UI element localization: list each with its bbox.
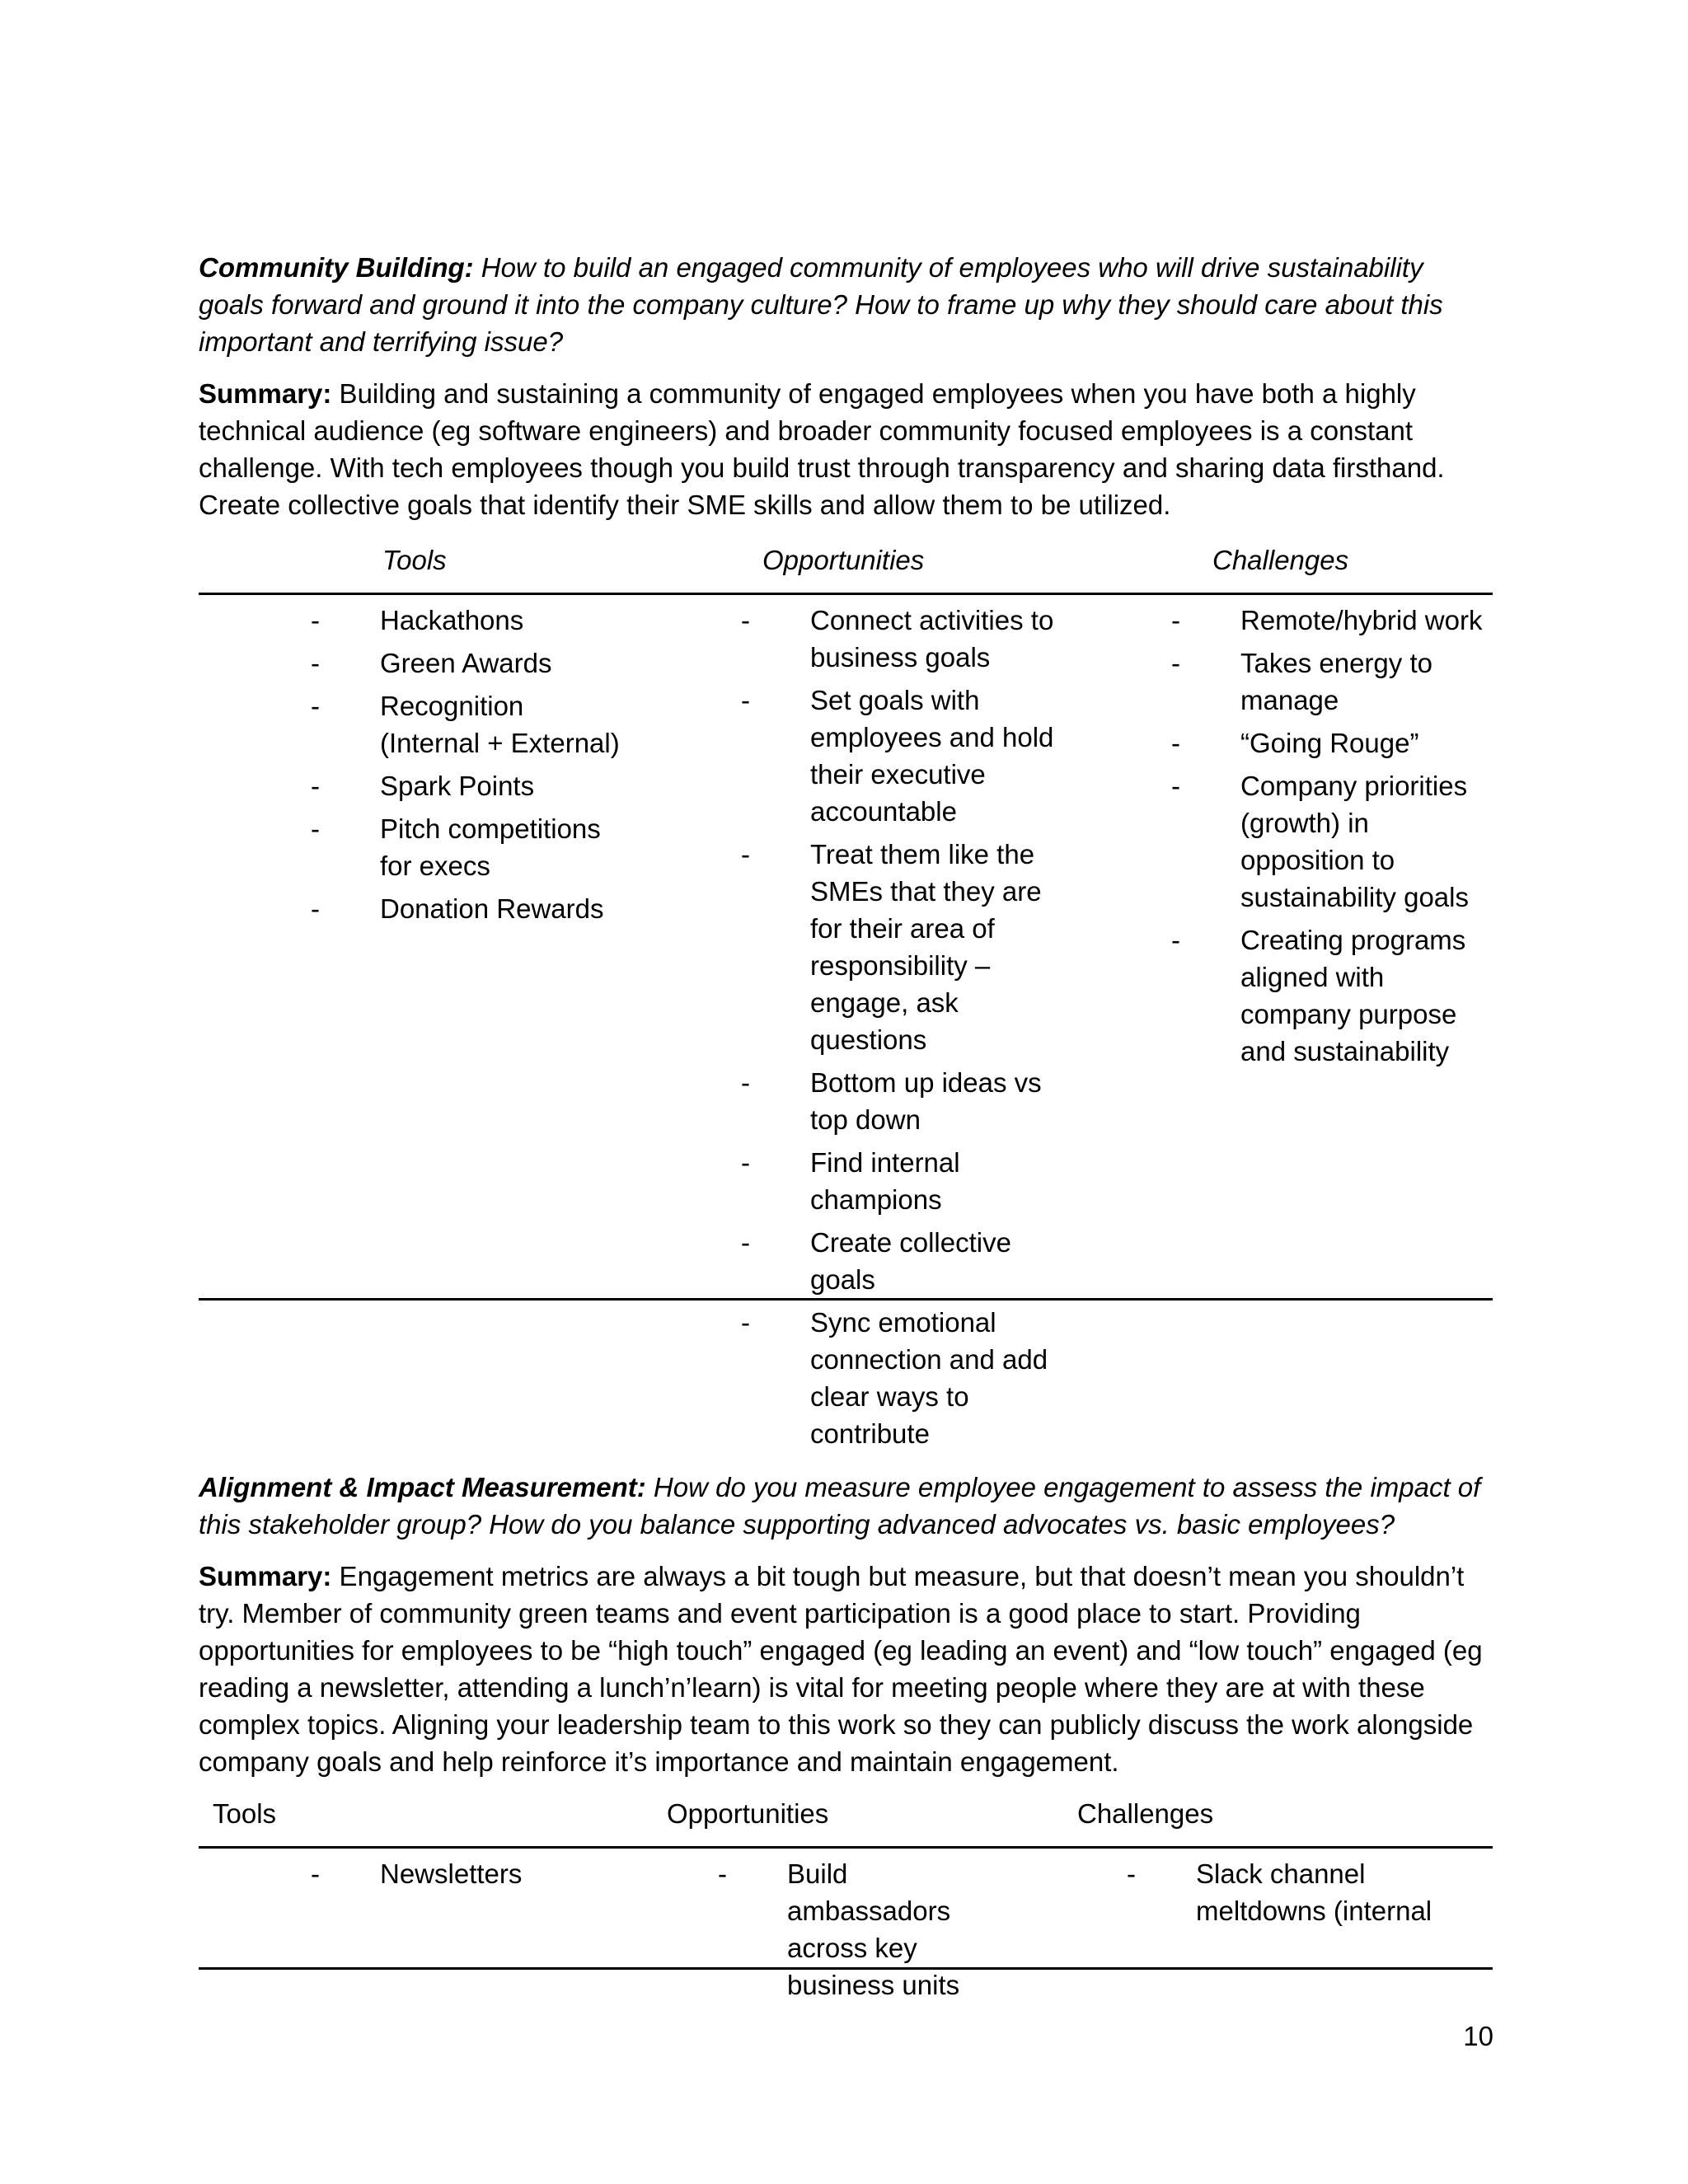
summary-label: Summary: [199, 378, 332, 409]
section-summary [199, 375, 1493, 523]
list-item [1171, 767, 1484, 916]
section-heading [199, 249, 1493, 360]
list-item [1171, 602, 1484, 639]
list-bullet: - [1171, 648, 1180, 678]
table-body [199, 595, 1493, 1449]
list-bullet: - [311, 813, 320, 844]
column-header-tools: Tools [213, 1798, 277, 1829]
list-bullet: - [741, 685, 750, 715]
list-item [311, 602, 624, 639]
list-item-text: Newsletters [380, 1858, 523, 1889]
list-item [311, 687, 624, 762]
table-body [199, 1849, 1493, 2000]
list-item [311, 644, 624, 682]
list-item-text: Hackathons [380, 605, 524, 635]
column-header-challenges: Challenges [1077, 1798, 1214, 1829]
alignment-impact-table [199, 1793, 1493, 2000]
challenges-list [1127, 1855, 1456, 1935]
opportunities-list [741, 602, 1054, 1458]
list-bullet: - [1171, 728, 1180, 758]
list-item-text: “Going Rouge” [1240, 728, 1419, 758]
list-bullet: - [741, 1307, 750, 1338]
list-item-text: Remote/hybrid work [1240, 605, 1483, 635]
list-bullet: - [741, 1067, 750, 1098]
section-heading [199, 1469, 1493, 1543]
list-item-text: Sync emotional connection and add clear ways to contribute [810, 1307, 1048, 1449]
list-item-text: Donation Rewards [380, 893, 604, 924]
list-bullet: - [311, 691, 320, 721]
list-item [1171, 724, 1484, 762]
list-bullet: - [1171, 605, 1180, 635]
summary-text: Engagement metrics are always a bit tough but measure, but that doesn’t mean you shouldn’t try. Member of community green teams and event participation is a good place to start. Providing opportunities for employees to be “high touch” engaged (eg leading an event) and “low touch” engaged (eg reading a newsletter, attending a lunch’n’learn) is vital for meeting people where they are at with these complex topics. Aligning your leadership team to this work so they can publicly discuss the work alongside company goals and help reinforce it’s importance and maintain engagement. [199, 1561, 1483, 1777]
list-bullet: - [1127, 1858, 1136, 1889]
column-header-challenges: Challenges [1212, 545, 1349, 575]
list-item-text: Find internal champions [810, 1147, 960, 1215]
tools-list [311, 1855, 624, 1898]
list-bullet: - [1171, 771, 1180, 801]
list-item [741, 1304, 1054, 1452]
list-item-text: Creating programs aligned with company purpose and sustainability [1240, 925, 1466, 1066]
section-community-building [199, 249, 1493, 523]
community-building-table [199, 540, 1493, 1449]
list-item-text: Build ambassadors across key business units [787, 1858, 960, 2000]
list-item [741, 602, 1054, 676]
list-item [741, 1144, 1054, 1218]
heading-label: Community Building: [199, 252, 474, 283]
list-item-text: Takes energy to manage [1240, 648, 1432, 715]
column-header-opportunities: Opportunities [762, 545, 925, 575]
list-bullet: - [311, 648, 320, 678]
list-item-text: Company priorities (growth) in opposition to sustainability goals [1240, 771, 1469, 912]
list-item-text: Bottom up ideas vs top down [810, 1067, 1042, 1135]
summary-label: Summary: [199, 1561, 332, 1591]
list-bullet: - [741, 839, 750, 869]
list-bullet: - [1171, 925, 1180, 955]
list-item-text: Connect activities to business goals [810, 605, 1054, 673]
list-bullet: - [741, 605, 750, 635]
heading-question: How do you measure employee engagement to assess the impact of this stakeholder group? How do you balance supporting advanced advocates vs. basic employees? [199, 1472, 1481, 1540]
heading-question: How to build an engaged community of employees who will drive sustainability goals forward and ground it into the company culture? How to frame up why they should care about this important and terrifying issue? [199, 252, 1443, 357]
list-item [311, 1855, 624, 1892]
tools-list [311, 602, 624, 933]
list-item [741, 1224, 1054, 1298]
column-header-opportunities: Opportunities [667, 1798, 829, 1829]
list-bullet: - [311, 1858, 320, 1889]
list-item-text: Treat them like the SMEs that they are for their area of responsibility – engage, ask questions [810, 839, 1042, 1055]
list-bullet: - [718, 1858, 727, 1889]
challenges-list [1171, 602, 1484, 1076]
list-item-text: Slack channel meltdowns (internal [1196, 1858, 1432, 1926]
list-item-text: Set goals with employees and hold their executive accountable [810, 685, 1054, 827]
section-summary [199, 1558, 1493, 1780]
list-item [718, 1855, 998, 2004]
list-item [311, 890, 624, 927]
list-bullet: - [741, 1227, 750, 1258]
list-item [741, 1064, 1054, 1138]
list-bullet: - [311, 605, 320, 635]
list-item [1127, 1855, 1456, 1929]
list-item [741, 836, 1054, 1058]
list-item [311, 767, 624, 804]
list-item [311, 810, 624, 884]
table-header [199, 1793, 1493, 1849]
list-bullet: - [311, 893, 320, 924]
page-number: 10 [1463, 2021, 1493, 2051]
column-header-tools: Tools [382, 545, 447, 575]
list-bullet: - [311, 771, 320, 801]
list-item [1171, 921, 1484, 1070]
section-alignment-impact [199, 1469, 1493, 1780]
table-header [199, 540, 1493, 595]
heading-label: Alignment & Impact Measurement: [199, 1472, 646, 1502]
list-item [741, 682, 1054, 830]
opportunities-list [718, 1855, 998, 2009]
list-item-text: Recognition (Internal + External) [380, 691, 620, 758]
list-item [1171, 644, 1484, 719]
list-bullet: - [741, 1147, 750, 1178]
summary-text: Building and sustaining a community of engaged employees when you have both a highly technical audience (eg software engineers) and broader community focused employees is a constant challenge. With tech employees though you build trust through transparency and sharing data firsthand. Create collective goals that identify their SME skills and allow them to be utilized. [199, 378, 1445, 520]
list-item-text: Spark Points [380, 771, 535, 801]
list-item-text: Green Awards [380, 648, 552, 678]
list-item-text: Pitch competitions for execs [380, 813, 601, 881]
list-item-text: Create collective goals [810, 1227, 1011, 1295]
